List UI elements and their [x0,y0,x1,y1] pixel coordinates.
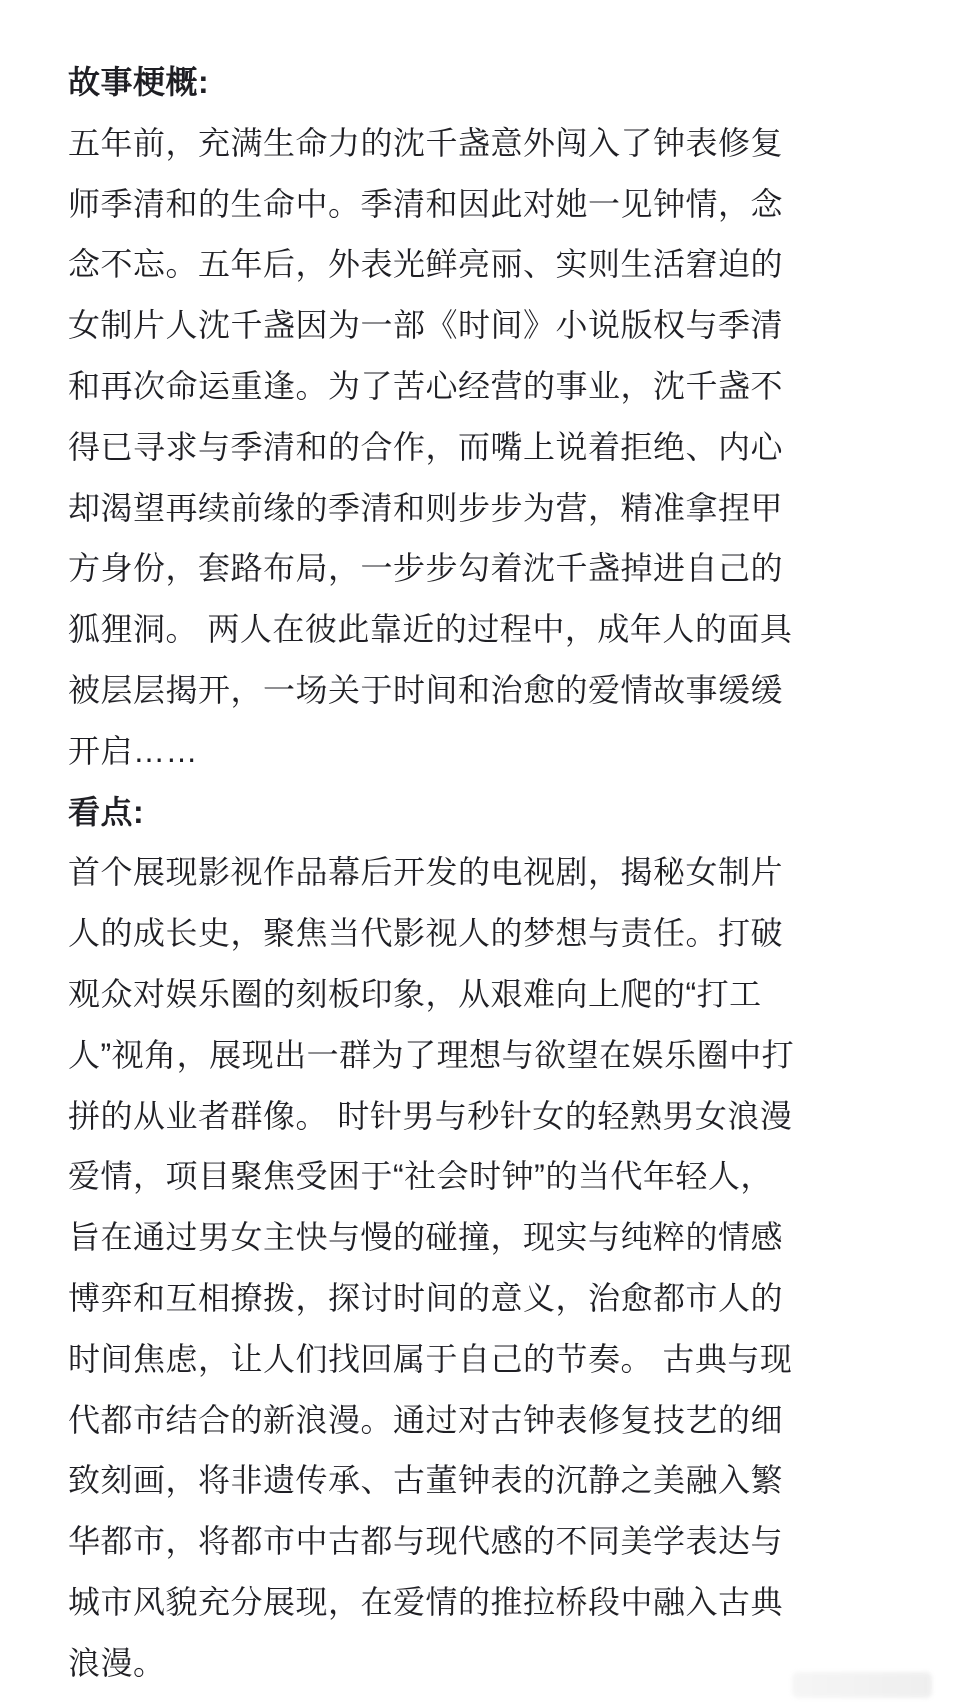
text-line: 华都市，将都市中古都与现代感的不同美学表达与 [68,1523,784,1560]
text-line: 方身份，套路布局，一步步勾着沈千盏掉进自己的 [68,550,784,587]
text-line: 首个展现影视作品幕后开发的电视剧，揭秘女制片 [68,854,784,891]
text-line: 人”视角，展现出一群为了理想与欲望在娱乐圈中打 [68,1036,795,1073]
text-line: 爱情，项目聚焦受困于“社会时钟”的当代年轻人， [68,1158,773,1195]
text-line: 却渴望再续前缘的季清和则步步为营，精准拿捏甲 [68,489,784,526]
text-line: 开启…… [68,732,199,769]
document-body [68,52,928,1694]
text-line: 被层层揭开，一场关于时间和治愈的爱情故事缓缓 [68,671,784,708]
watermark [792,1672,932,1698]
text-line: 博弈和互相撩拨，探讨时间的意义，治愈都市人的 [68,1279,784,1316]
text-line: 拼的从业者群像。 时针男与秒针女的轻熟男女浪漫 [68,1097,793,1134]
text-line: 人的成长史，聚焦当代影视人的梦想与责任。打破 [68,915,784,952]
text-line: 观众对娱乐圈的刻板印象，从艰难向上爬的“打工 [68,975,762,1012]
text-line: 致刻画，将非遗传承、古董钟表的沉静之美融入繁 [68,1462,784,1499]
highlights-heading: 看点: [68,793,145,830]
text-line: 代都市结合的新浪漫。通过对古钟表修复技艺的细 [68,1401,784,1438]
text-line: 城市风貌充分展现，在爱情的推拉桥段中融入古典 [68,1583,784,1620]
text-line: 师季清和的生命中。季清和因此对她一见钟情，念 [68,185,784,222]
text-line: 和再次命运重逢。为了苦心经营的事业，沈千盏不 [68,367,784,404]
text-line: 旨在通过男女主快与慢的碰撞，现实与纯粹的情感 [68,1219,784,1256]
text-line: 时间焦虑，让人们找回属于自己的节奏。 古典与现 [68,1340,793,1377]
text-line: 女制片人沈千盏因为一部《时间》小说版权与季清 [68,307,784,344]
text-line: 五年前，充满生命力的沈千盏意外闯入了钟表修复 [68,124,784,161]
synopsis-paragraph [68,113,928,782]
text-line: 浪漫。 [68,1644,166,1681]
text-line: 念不忘。五年后，外表光鲜亮丽、实则生活窘迫的 [68,246,784,283]
text-line: 得已寻求与季清和的合作，而嘴上说着拒绝、内心 [68,428,784,465]
synopsis-heading: 故事梗概: [68,64,210,100]
text-line: 狐狸洞。 两人在彼此靠近的过程中，成年人的面具 [68,611,793,648]
highlights-paragraph [68,842,928,1693]
